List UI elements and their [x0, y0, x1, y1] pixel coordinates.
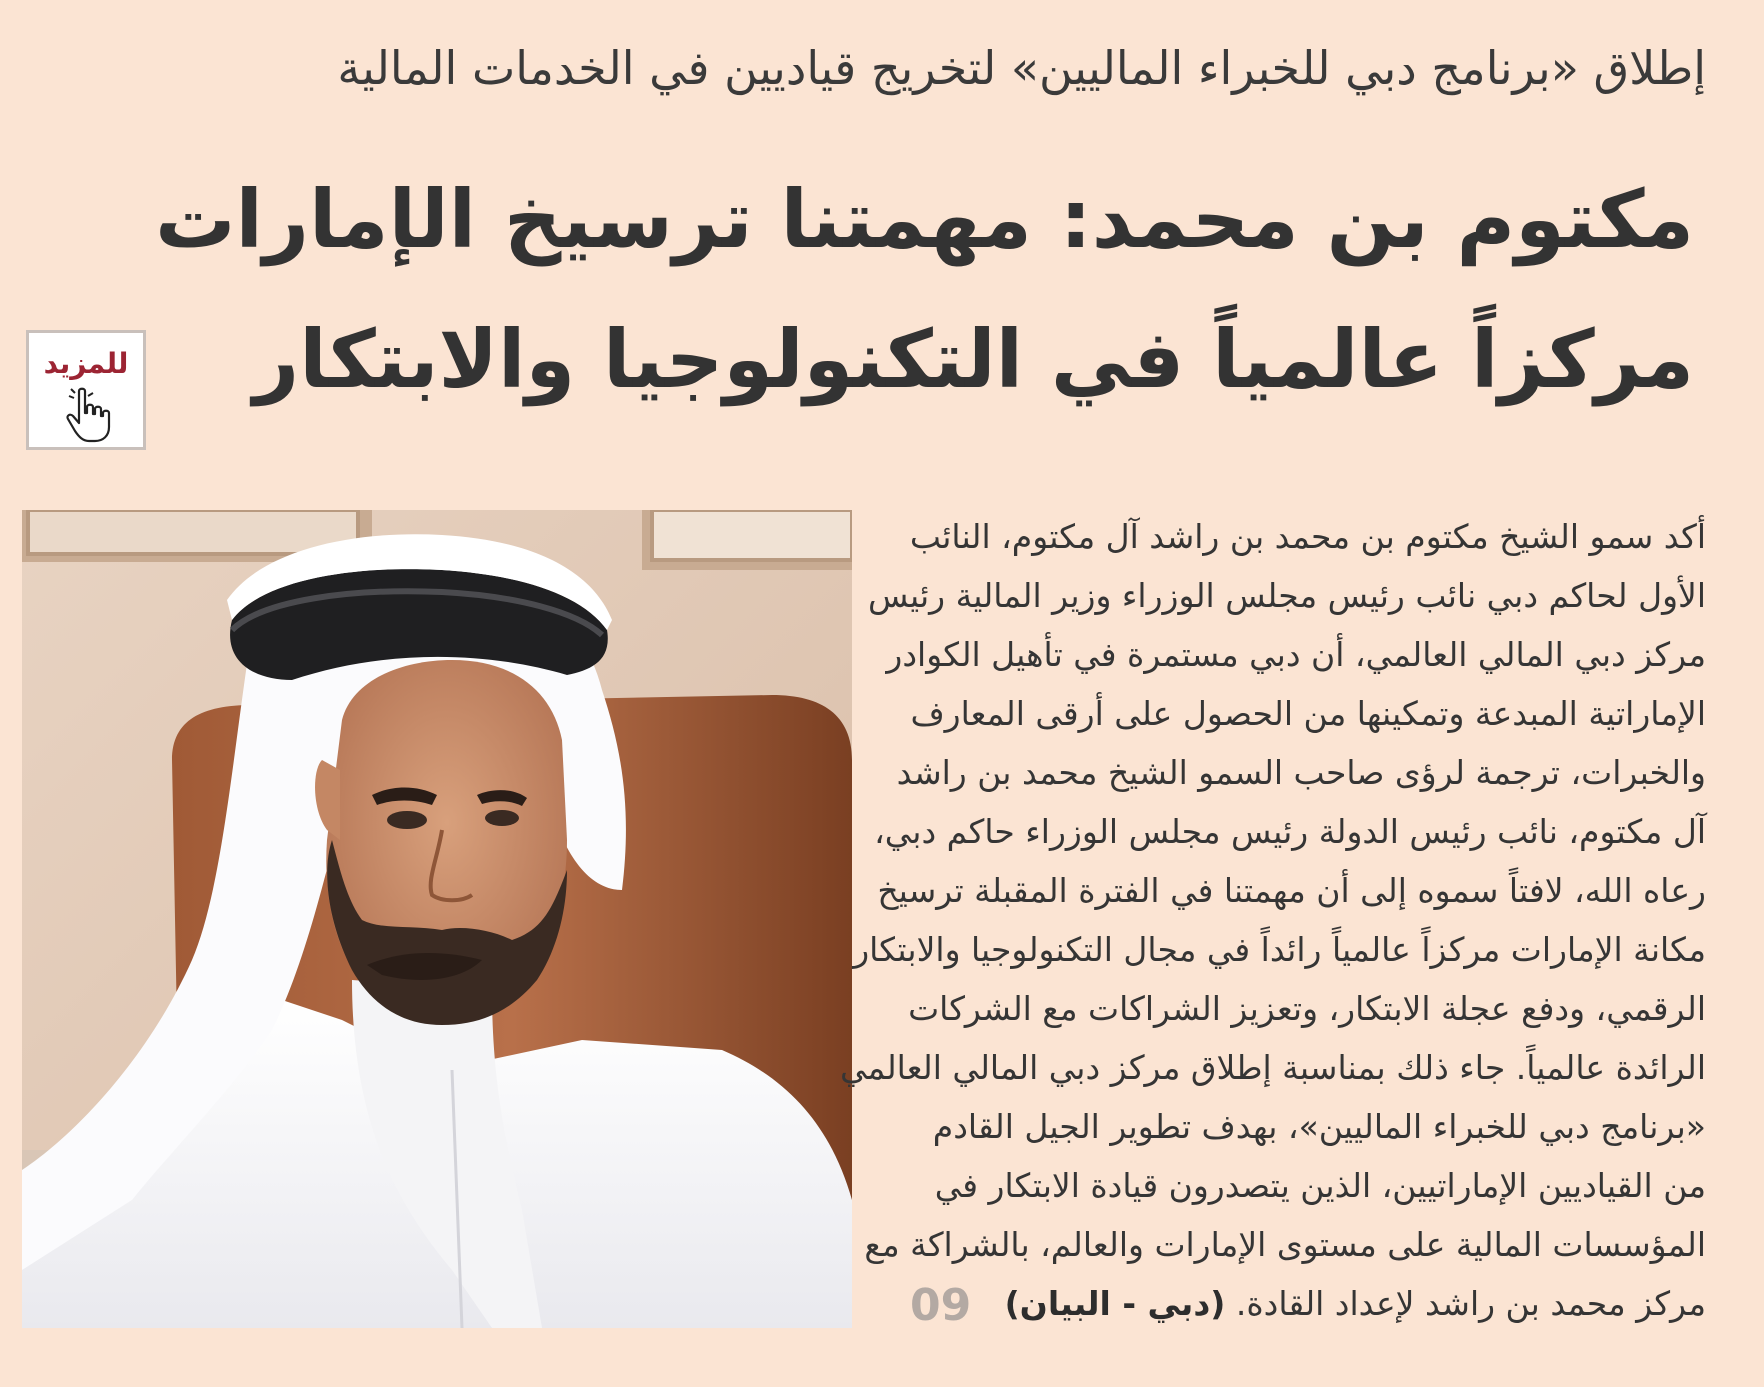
article-line-13: المؤسسات المالية على مستوى الإمارات والعالم، بالشراكة مع	[864, 1225, 1706, 1264]
portrait-photo-illustration	[22, 510, 852, 1328]
headline-line-1: مكتوم بن محمد: مهمتنا ترسيخ الإمارات	[155, 173, 1694, 266]
article-line-11: «برنامج دبي للخبراء الماليين»، بهدف تطوير الجيل القادم	[932, 1107, 1706, 1146]
page-number: 09	[910, 1280, 972, 1331]
article-line-10: الرائدة عالمياً. جاء ذلك بمناسبة إطلاق مركز دبي المالي العالمي	[840, 1048, 1706, 1087]
article-line-2: الأول لحاكم دبي نائب رئيس مجلس الوزراء وزير المالية رئيس	[867, 576, 1706, 615]
portrait-photo	[22, 510, 852, 1328]
article-line-1: أكد سمو الشيخ مكتوم بن محمد بن راشد آل مكتوم، النائب	[909, 517, 1706, 556]
main-headline	[155, 150, 1694, 430]
article-line-7: رعاه الله، لافتاً سموه إلى أن مهمتنا في الفترة المقبلة ترسيخ	[877, 871, 1706, 910]
article-line-12: من القياديين الإماراتيين، الذين يتصدرون قيادة الابتكار في	[934, 1166, 1706, 1205]
pointing-hand-icon	[65, 387, 117, 443]
headline-line-2: مركزاً عالمياً في التكنولوجيا والابتكار	[253, 313, 1694, 406]
kicker-headline: إطلاق «برنامج دبي للخبراء الماليين» لتخريج قياديين في الخدمات المالية	[337, 41, 1706, 95]
article-last-line	[911, 1274, 1706, 1333]
article-line-3: مركز دبي المالي العالمي، أن دبي مستمرة في تأهيل الكوادر	[886, 635, 1706, 674]
read-more-label: للمزيد	[43, 347, 129, 380]
article-line-4: الإماراتية المبدعة وتمكينها من الحصول على أرقى المعارف	[910, 694, 1706, 733]
article-closing-text: مركز محمد بن راشد لإعداد القادة.	[1235, 1284, 1706, 1323]
article-line-5: والخبرات، ترجمة لرؤى صاحب السمو الشيخ محمد بن راشد	[896, 753, 1706, 792]
article-line-8: مكانة الإمارات مركزاً عالمياً رائداً في مجال التكنولوجيا والابتكار	[853, 930, 1706, 969]
read-more-button[interactable]	[26, 330, 146, 450]
article-body	[840, 507, 1706, 1333]
article-line-6: آل مكتوم، نائب رئيس الدولة رئيس مجلس الوزراء حاكم دبي،	[874, 812, 1706, 851]
byline: (دبي - البيان)	[1004, 1284, 1226, 1323]
article-line-9: الرقمي، ودفع عجلة الابتكار، وتعزيز الشراكات مع الشركات	[908, 989, 1706, 1028]
